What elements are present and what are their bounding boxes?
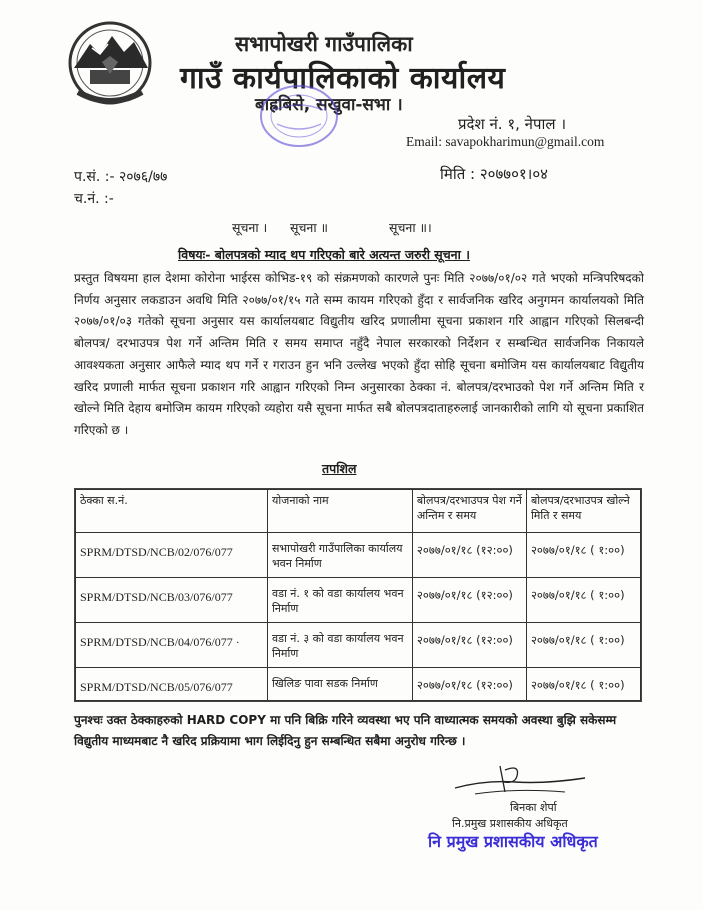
deadline-cell: २०७७/०१/१८ (१२:००) — [412, 622, 526, 667]
col-header-opening-date: बोलपत्र/दरभाउपत्र खोल्ने मिति र समय — [526, 490, 640, 533]
email-line: Email: savapokharimun@gmail.com — [406, 134, 605, 149]
contract-no-cell: SPRM/DTSD/NCB/02/076/077 — [76, 533, 268, 578]
deadline-cell: २०७७/०१/१८ (१२:००) — [412, 533, 526, 578]
table-header-row — [76, 490, 641, 533]
signatory-name: बिनका शेर्पा — [510, 801, 557, 814]
signatory-designation-stamp: नि प्रमुख प्रशासकीय अधिकृत — [428, 832, 598, 851]
notice-heading-2: सूचना ॥ — [290, 220, 329, 235]
postscript-note: पुनश्चः उक्त ठेक्काहरुको HARD COPY मा पनि बिक्रि गरिने व्यवस्था भए पनि वाध्यात्मक समयको अवस्था बुझि सकेसम्म विद्युतीय माध्यमबाट नै खरिद प्रक्रियामा भाग लिईदिनु हुन सम्बन्धित सबैमा अनुरोध गरिन्छ । — [74, 713, 617, 748]
emblem-logo — [62, 18, 158, 108]
contract-no-cell: SPRM/DTSD/NCB/03/076/077 — [76, 577, 268, 622]
table-row — [76, 533, 641, 578]
project-name-cell: वडा नं. १ को वडा कार्यालय भवन निर्माण — [267, 577, 412, 622]
col-header-project-name: योजनाको नाम — [267, 490, 412, 533]
table-row — [76, 622, 641, 667]
tender-table-container — [74, 488, 642, 702]
notice-heading-1: सूचना । — [232, 220, 268, 235]
handwritten-signature — [445, 758, 595, 806]
province-line: प्रदेश नं. १, नेपाल । — [458, 115, 567, 133]
project-name-cell: सभापोखरी गाउँपालिका कार्यालय भवन निर्माण — [267, 533, 412, 578]
letter-date: मिति : २०७७०१।०४ — [440, 165, 548, 183]
opening-cell: २०७७/०१/१८ ( १:००) — [526, 577, 640, 622]
subject-line: विषयः- बोलपत्रको म्याद थप गरिएको बारे अत्यन्त जरुरी सूचना । — [178, 247, 470, 262]
office-round-stamp — [255, 80, 343, 152]
project-name-cell: खिलिङ पावा सडक निर्माण — [267, 667, 412, 700]
contract-no-cell: SPRM/DTSD/NCB/04/076/077 · — [76, 622, 268, 667]
col-header-submission-deadline: बोलपत्र/दरभाउपत्र पेश गर्ने अन्तिम र समय — [412, 490, 526, 533]
municipality-name: सभापोखरी गाउँपालिका — [235, 32, 413, 56]
opening-cell: २०७७/०१/१८ ( १:००) — [526, 533, 640, 578]
table-title: तपशिल — [322, 461, 357, 476]
body-paragraph: प्रस्तुत विषयमा हाल देशमा कोरोना भाईरस कोभिड-१९ को संक्रमणको कारणले पुनः मिति २०७७/०१/०२ गते भएको मन्त्रिपरिषदको निर्णय अनुसार लकडाउन अवधि मिति २०७७/०१/१५ गते सम्म कायम गरिएको हुँदा र सार्वजनिक खरिद अनुगमन कार्यालयको मिति २०७७/०१/०३ गतेको सूचना अनुसार यस कार्यालयबाट विद्युतीय खरिद प्रणालीमा सूचना प्रकाशन गरि आह्वान गरिएको सिलबन्दी बोलपत्र/ दरभाउपत्र पेश गर्ने अन्तिम मिति र समय समाप्त नहुँदै नेपाल सरकारको निर्देशन र सम्बन्धित सार्वजनिक निकायले आवश्यकता अनुसार आफैले म्याद थप गर्ने र गराउन हुन भनि उल्लेख भएको हुँदा सोहि सूचना बमोजिम यस कार्यालयबाट विद्युतीय खरिद प्रणाली मार्फत सूचना प्रकाशन गरि आह्वान गरिएको निम्न अनुसारका ठेक्का नं. बोलपत्र/दरभाउको पेश गर्ने अन्तिम मिति र खोल्ने मिति देहाय बमोजिम कायम गरिएको व्यहोरा यसै सूचना मार्फत सबै बोलपत्रदाताहरुलाई जानकारीको लागि यो सूचना प्रकाशित गरिएको छ । — [74, 271, 644, 437]
dispatch-number: च.नं. :- — [74, 191, 114, 207]
notice-heading-3: सूचना ॥। — [389, 220, 432, 235]
table-row — [76, 667, 641, 700]
col-header-contract-no: ठेक्का स.नं. — [76, 490, 268, 533]
project-name-cell: वडा नं. ३ को वडा कार्यालय भवन निर्माण — [267, 622, 412, 667]
signatory-title: नि.प्रमुख प्रशासकीय अधिकृत — [452, 817, 568, 830]
office-address: बाह्रबिसे, सखुवा-सभा । — [255, 95, 403, 115]
deadline-cell: २०७७/०१/१८ (१२:००) — [412, 577, 526, 622]
tender-table — [75, 489, 641, 701]
opening-cell: २०७७/०१/१८ ( १:००) — [526, 667, 640, 700]
opening-cell: २०७७/०१/१८ ( १:००) — [526, 622, 640, 667]
contract-no-cell: SPRM/DTSD/NCB/05/076/077 — [76, 667, 268, 700]
reference-number: प.सं. :- २०७६/७७ — [74, 169, 168, 185]
deadline-cell: २०७७/०१/१८ (१२:००) — [412, 667, 526, 700]
office-name: गाउँ कार्यपालिकाको कार्यालय — [180, 61, 506, 96]
table-row — [76, 577, 641, 622]
